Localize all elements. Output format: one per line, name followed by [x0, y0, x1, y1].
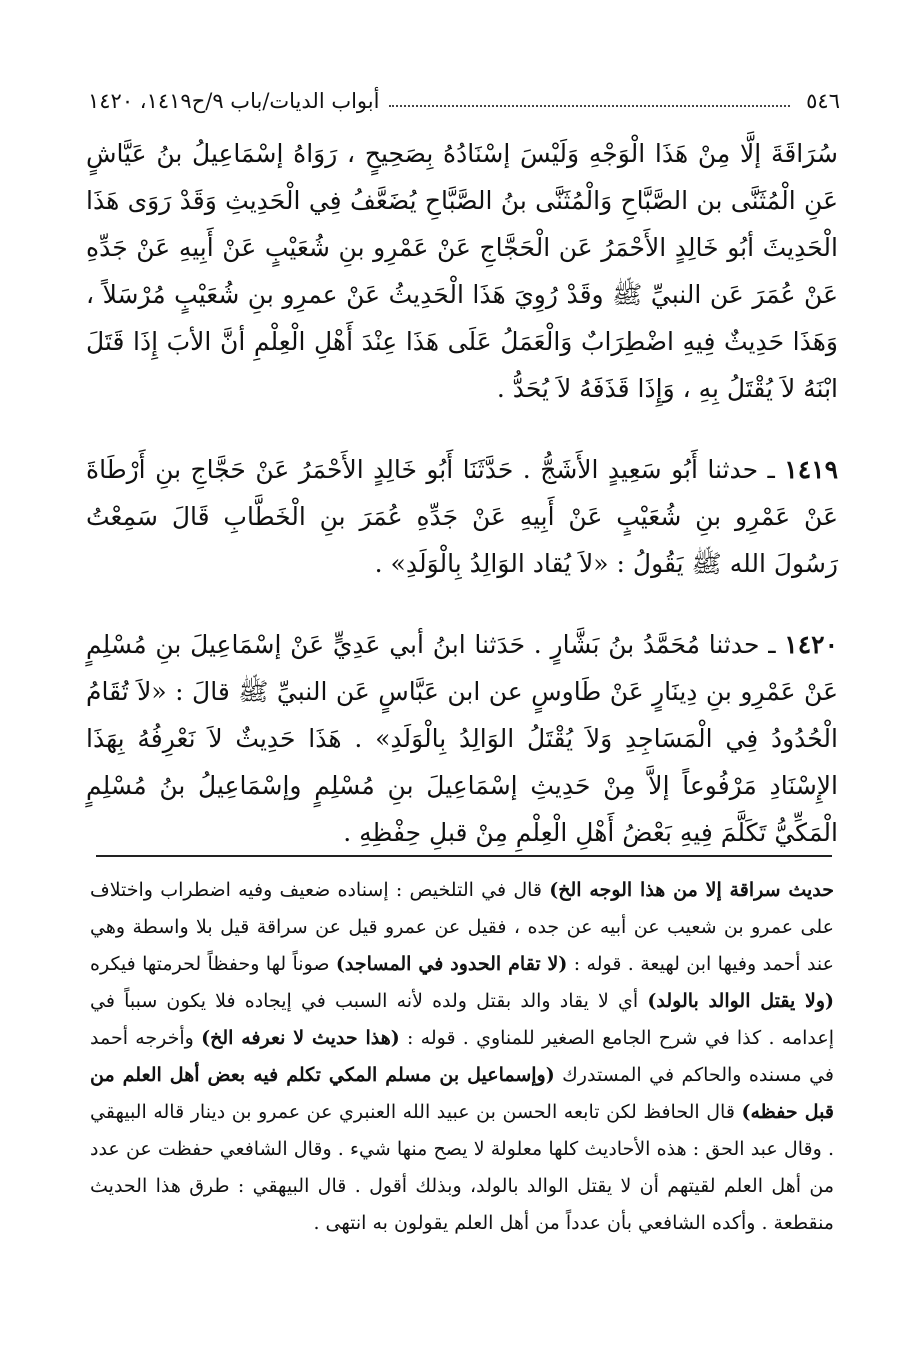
- footnote-text: صوناً لها وحفظاً لحرمتها فيكره: [90, 953, 336, 975]
- footnote-text: قال في التلخيص : إسناده ضعيف وفيه اضطراب واختلاف على عمرو بن شعيب عن أبيه عن جده ، فقيل عن عمرو قيل عن سراقة قيل بلا واسطة وهي عند أحمد وفيها ابن لهيعة . قوله :: [90, 879, 834, 975]
- footnote-lemma: (وإسماعيل بن مسلم المكي تكلم فيه بعض أهل العلم من قبل حفظه): [90, 1064, 834, 1123]
- footnote: [90, 872, 834, 1242]
- footnote-text: أي لا يقاد والد بقتل ولده لأنه السبب في إيجاده فلا يكون سبباً في إعدامه . كذا في شرح الجامع الصغير للمناوي . قوله :: [90, 990, 834, 1049]
- main-text: [86, 130, 838, 856]
- commentary-paragraph: سُرَاقَةَ إلَّا مِنْ هَذَا الْوَجْهِ وَلَيْسَ إسْنَادُهُ بِصَحِيحٍ ، رَوَاهُ إسْمَاعِيلُ بنُ عَيَّاشٍ عَنِ الْمُثَنَّى بن الصَّبَّاحِ وَالْمُثَنَّى بنُ الصَّبَّاحِ يُضَعَّفُ فِي الْحَدِيثِ وَقَدْ رَوَى هَذَا الْحَدِيثَ أبُو خَالِدٍ الأَحْمَرُ عَن الْحَجَّاجِ عَنْ عَمْرِو بنِ شُعَيْبٍ عَنْ أَبِيهِ عَنْ جَدِّهِ عَنْ عُمَرَ عَن النبيِّ ﷺ وقَدْ رُوِيَ هَذَا الْحَدِيثُ عَنْ عمرِو بنِ شُعَيْبٍ مُرْسَلاً ، وَهَذَا حَدِيثٌ فِيهِ اضْطِرَابٌ وَالْعَمَلُ عَلَى هَذَا عِنْدَ أَهْلِ الْعِلْمِ أنَّ الأبَ إِذَا قَتَلَ ابْنَهُ لاَ يُقْتَلُ بِهِ ، وَإِذَا قَذَفَهُ لاَ يُحَدُّ .: [86, 139, 838, 403]
- page-header: [88, 80, 840, 114]
- footnote-separator: [96, 855, 832, 857]
- hadith-number: ١٤١٩: [784, 455, 838, 484]
- footnote-text: قال الحافظ لكن تابعه الحسن بن عبيد الله العنبري عن عمرو بن دينار قاله البيهقي . وقال عبد الحق : هذه الأحاديث كلها معلولة لا يصح منها شيء . وقال الشافعي حفظت عن عدد من أهل العلم لقيتهم أن لا يقتل الوالد بالولد، وبذلك أقول . قال البيهقي : طرق هذا الحديث منقطعة . وأكده الشافعي بأن عدداً من أهل العلم يقولون به انتهى .: [90, 1101, 834, 1234]
- footnote-text: وأخرجه أحمد في مسنده والحاكم في المستدرك: [90, 1027, 834, 1086]
- hadith-1419: [86, 446, 838, 587]
- hadith-text: ـ حدثنا أَبُو سَعِيدٍ الأَشَجُّ . حَدَّثَنَا أَبُو خَالِدٍ الأَحْمَرُ عَنْ حَجَّاجِ بنِ أَرْطَاةَ عَنْ عَمْرِو بنِ شُعَيْبٍ عَنْ أَبِيهِ عَنْ جَدِّهِ عُمَرَ بنِ الْخَطَّابِ قَالَ سَمِعْتُ رَسُولَ الله ﷺ يَقُولُ : «لاَ يُقاد الوَالِدُ بِالْوَلَدِ» .: [86, 455, 838, 578]
- hadith-number: ١٤٢٠: [784, 630, 838, 659]
- hadith-1420: [86, 621, 838, 856]
- footnote-lemma: (ولا يقتل الوالد بالولد): [647, 990, 834, 1012]
- footnote-lemma: حديث سراقة إلا من هذا الوجه الخ): [549, 879, 834, 901]
- hadith-text: ـ حدثنا مُحَمَّدُ بنُ بَشَّارٍ . حَدَثنا ابنُ أبي عَدِيٍّ عَنْ إسْمَاعِيلَ بنِ مُسْلِمٍ عَنْ عَمْرِو بنِ دِينَارٍ عَنْ طَاوسٍ عن ابن عَبَّاسٍ عَن النبيِّ ﷺ قالَ : «لاَ تُقَامُ الْحُدُودُ فِي الْمَسَاجِدِ وَلاَ يُقْتَلُ الوَالِدُ بِالْوَلَدِ» . هَذَا حَدِيثٌ لاَ نَعْرِفُهُ بِهَذَا الإِسْنَادِ مَرْفُوعاً إلاَّ مِنْ حَدِيثِ إسْمَاعِيلَ بنِ مُسْلِمٍ وإسْمَاعِيلُ بنُ مُسْلِمٍ الْمَكِّيُّ تَكَلَّمَ فِيهِ بَعْضُ أَهْلِ الْعِلْمِ مِنْ قبلِ حِفْظِهِ .: [86, 630, 838, 847]
- footnote-lemma: (لا تقام الحدود في المساجد): [335, 953, 568, 975]
- footnote-paragraph: [90, 872, 834, 1242]
- running-title: أبواب الديات/باب ٩/ح١٤١٩، ١٤٢٠: [88, 89, 380, 113]
- footnote-lemma: (هذا حديث لا نعرفه الخ): [201, 1027, 400, 1049]
- header-dot-leader: [389, 105, 790, 107]
- page-number: ٥٤٦: [806, 89, 840, 113]
